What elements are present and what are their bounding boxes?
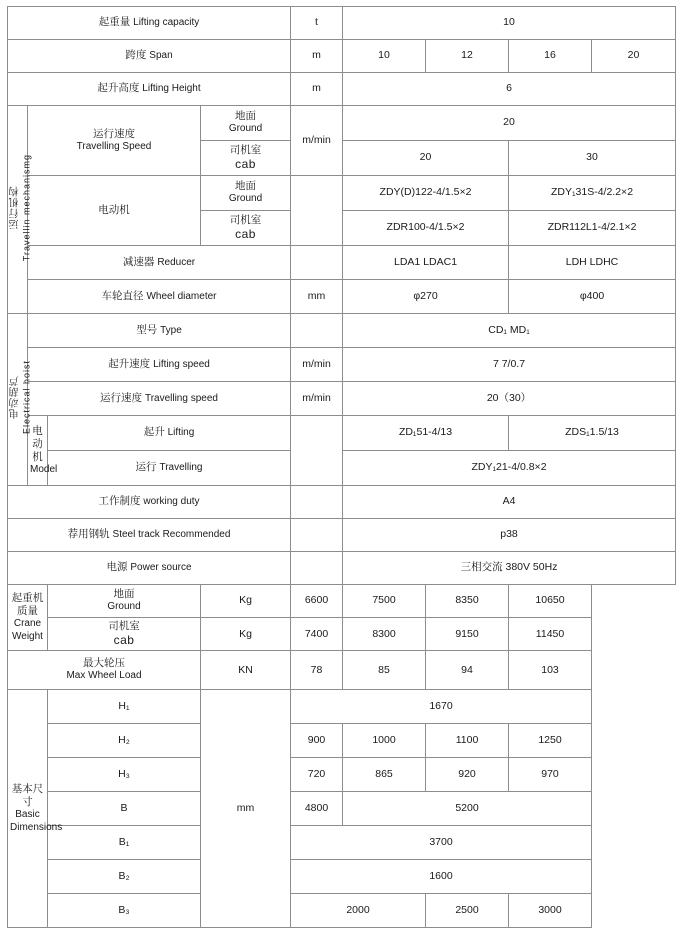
unit-cell <box>291 246 343 280</box>
row-label-span <box>8 40 291 73</box>
dimension-symbol: H₃ <box>48 758 201 792</box>
table-row <box>8 724 676 758</box>
label-en: Wheel diameter <box>146 290 217 302</box>
value-cell: 11450 <box>509 618 592 651</box>
value-cell: 20（30） <box>343 382 676 416</box>
table-row <box>8 314 676 348</box>
value-cell: ZDY₁21-4/0.8×2 <box>343 451 676 486</box>
label-en: Lifting capacity <box>133 17 200 29</box>
unit-cell: Kg <box>201 585 291 618</box>
value-cell: 5200 <box>343 792 592 826</box>
label-en: Travelling speed <box>144 392 218 404</box>
value-cell: 7 7/0.7 <box>343 348 676 382</box>
table-row <box>8 826 676 860</box>
sub-label-en: cab <box>113 633 135 648</box>
sub-label-cn: 起升 <box>143 426 165 439</box>
unit-cell: mm <box>201 690 291 928</box>
table-row <box>8 792 676 826</box>
unit-cell <box>291 486 343 519</box>
value-cell: 16 <box>509 40 592 73</box>
label-cn: 电动机 <box>98 203 130 216</box>
label-en: Crane Weight <box>12 618 43 642</box>
value-cell: 20 <box>592 40 676 73</box>
value-cell: LDA1 LDAC1 <box>343 246 509 280</box>
value-cell: ZDS₁1.5/13 <box>509 416 676 451</box>
table-row <box>8 486 676 519</box>
row-label-hoist-lifting-speed <box>28 348 291 382</box>
label-cn: 减速器 <box>122 255 155 268</box>
spec-sheet <box>0 6 682 917</box>
value-cell: 1000 <box>343 724 426 758</box>
row-label-power-source <box>8 552 291 585</box>
sub-label-en: Lifting <box>167 427 195 439</box>
label-cn: 跨度 <box>125 49 147 62</box>
unit-cell: m <box>291 40 343 73</box>
sub-label-cn: 司机室 <box>229 213 262 226</box>
label-cn: 最大轮压 <box>83 657 125 670</box>
label-en: Reducer <box>157 256 196 268</box>
sub-label-en: Ground <box>228 123 263 135</box>
sub-label-cab <box>48 618 201 651</box>
value-cell: 103 <box>509 651 592 690</box>
sub-label-ground <box>48 585 201 618</box>
value-cell: 12 <box>426 40 509 73</box>
sub-label-cn: 地面 <box>113 588 135 601</box>
value-cell: 30 <box>509 141 676 176</box>
label-en: Max Wheel Load <box>66 670 142 682</box>
sub-label-cn: 地面 <box>235 180 256 193</box>
sub-label-ground <box>201 106 291 141</box>
value-cell: p38 <box>343 519 676 552</box>
table-row <box>8 348 676 382</box>
value-cell: 94 <box>426 651 509 690</box>
label-cn: 电源 <box>106 561 128 574</box>
label-cn: 基本尺寸 <box>11 783 44 809</box>
unit-cell: m/min <box>291 382 343 416</box>
value-cell: 10 <box>343 7 676 40</box>
sub-label-en: cab <box>235 227 256 242</box>
sub-label-cn: 司机室 <box>229 143 262 156</box>
group-label-travelling-mechanism <box>8 106 32 314</box>
label-cn: 运行速度 <box>93 127 135 140</box>
value-cell: 8300 <box>343 618 426 651</box>
value-cell: 900 <box>291 724 343 758</box>
label-cn: 起升高度 <box>97 82 140 95</box>
value-cell: 6600 <box>291 585 343 618</box>
value-cell: φ270 <box>343 280 509 314</box>
value-cell: 9150 <box>426 618 509 651</box>
value-cell: ZDR100-4/1.5×2 <box>343 211 509 246</box>
table-row <box>8 382 676 416</box>
row-label-motor <box>28 176 201 246</box>
label-cn: 起重机质量 <box>11 591 44 618</box>
label-cn: 工作制度 <box>98 495 141 508</box>
unit-cell: m/min <box>291 106 343 176</box>
sub-label-cab <box>201 211 291 246</box>
row-label-lifting-height <box>8 73 291 106</box>
sub-label-ground <box>201 176 291 211</box>
sub-label-en: Ground <box>107 601 141 613</box>
sub-label-cn: 运行 <box>135 461 157 474</box>
unit-cell: t <box>291 7 343 40</box>
row-label-travelling-speed <box>28 106 201 176</box>
dimension-symbol: B₃ <box>48 894 201 928</box>
value-cell: 720 <box>291 758 343 792</box>
value-cell: 865 <box>343 758 426 792</box>
dimension-symbol: B₂ <box>48 860 201 894</box>
value-cell: 8350 <box>426 585 509 618</box>
label-cn: 起重量 <box>98 16 131 29</box>
row-label-reducer <box>28 246 291 280</box>
value-cell: 920 <box>426 758 509 792</box>
unit-cell: m <box>291 73 343 106</box>
row-label-max-wheel-load <box>8 651 201 690</box>
value-cell: 970 <box>509 758 592 792</box>
unit-cell <box>291 552 343 585</box>
row-label-steel-track <box>8 519 291 552</box>
group-label-en: Travellin mechanismg <box>21 153 32 262</box>
table-row <box>8 40 676 73</box>
crane-specification-table <box>7 6 676 928</box>
unit-cell: KN <box>201 651 291 690</box>
unit-cell <box>291 176 343 246</box>
value-cell: φ400 <box>509 280 676 314</box>
label-en: Lifting Height <box>142 83 201 95</box>
value-cell: 85 <box>343 651 426 690</box>
table-row <box>8 552 676 585</box>
dimension-symbol: H₂ <box>48 724 201 758</box>
value-cell: 2000 <box>291 894 426 928</box>
sub-label-en: Travelling <box>159 462 203 474</box>
label-en: Span <box>149 50 173 62</box>
table-row <box>8 106 676 141</box>
row-label-hoist-travelling-speed <box>28 382 291 416</box>
dimension-symbol: B <box>48 792 201 826</box>
label-cn: 电动机 <box>32 424 43 463</box>
row-label-crane-weight <box>8 585 48 651</box>
label-cn: 型号 <box>136 323 158 336</box>
group-label-cn: 电动葫芦 <box>10 375 21 420</box>
table-row <box>8 585 676 618</box>
row-label-wheel-diameter <box>28 280 291 314</box>
table-row <box>8 860 676 894</box>
unit-cell <box>291 519 343 552</box>
sub-label-travelling <box>48 451 291 486</box>
value-cell: LDH LDHC <box>509 246 676 280</box>
row-label-basic-dimensions <box>8 690 63 928</box>
label-en: Basic Dimensions <box>10 809 63 833</box>
group-label-cn: 运行机构 <box>10 185 21 230</box>
label-cn: 运行速度 <box>100 391 143 404</box>
value-cell: CD₁ MD₁ <box>343 314 676 348</box>
table-row <box>8 7 676 40</box>
value-cell: ZDR112L1-4/2.1×2 <box>509 211 676 246</box>
table-row <box>8 246 676 280</box>
table-row <box>8 280 676 314</box>
value-cell: ZD₁51-4/13 <box>343 416 509 451</box>
label-en: working duty <box>143 496 200 508</box>
table-row <box>8 758 676 792</box>
group-label-en: Electrical hoist <box>21 360 32 435</box>
dimension-symbol: B₁ <box>48 826 201 860</box>
value-cell: 3700 <box>291 826 592 860</box>
label-cn: 荐用钢轨 <box>67 528 110 541</box>
value-cell: ZDY(D)122-4/1.5×2 <box>343 176 509 211</box>
label-en: Steel track Recommended <box>112 529 231 541</box>
value-cell: 78 <box>291 651 343 690</box>
sub-label-en: Ground <box>228 193 263 205</box>
row-label-lifting-capacity <box>8 7 291 40</box>
table-row <box>8 690 676 724</box>
value-cell: 7400 <box>291 618 343 651</box>
table-row <box>8 618 676 651</box>
label-en: Power source <box>130 562 192 574</box>
label-en: Travelling Speed <box>76 140 152 152</box>
label-cn: 车轮直径 <box>101 289 144 302</box>
unit-cell: Kg <box>201 618 291 651</box>
value-cell: 1670 <box>291 690 592 724</box>
label-cn: 起升速度 <box>108 357 151 370</box>
label-en: Type <box>160 324 182 336</box>
unit-cell: mm <box>291 280 343 314</box>
value-cell: 1250 <box>509 724 592 758</box>
unit-cell: m/min <box>291 348 343 382</box>
table-row <box>8 894 676 928</box>
value-cell: 1600 <box>291 860 592 894</box>
table-row <box>8 73 676 106</box>
row-label-working-duty <box>8 486 291 519</box>
group-label-electrical-hoist <box>8 314 32 486</box>
value-cell: ZDY₁31S-4/2.2×2 <box>509 176 676 211</box>
sub-label-cn: 司机室 <box>108 620 140 632</box>
row-label-hoist-type <box>28 314 291 348</box>
sub-label-lifting <box>48 416 291 451</box>
unit-cell <box>291 416 343 486</box>
table-row <box>8 651 676 690</box>
label-en: Model <box>30 463 58 475</box>
sub-label-en: cab <box>235 157 256 172</box>
table-row <box>8 176 676 211</box>
value-cell: 20 <box>343 106 676 141</box>
value-cell: 10650 <box>509 585 592 618</box>
unit-cell <box>291 314 343 348</box>
label-en: Lifting speed <box>153 358 210 370</box>
value-cell: 7500 <box>343 585 426 618</box>
sub-label-cab <box>201 141 291 176</box>
value-cell: 4800 <box>291 792 343 826</box>
value-cell: 20 <box>343 141 509 176</box>
value-cell: 6 <box>343 73 676 106</box>
value-cell: 3000 <box>509 894 592 928</box>
value-cell: 1100 <box>426 724 509 758</box>
sub-label-cn: 地面 <box>235 110 256 123</box>
value-cell: A4 <box>343 486 676 519</box>
table-row <box>8 519 676 552</box>
table-row <box>8 416 676 451</box>
value-cell: 2500 <box>426 894 509 928</box>
value-cell: 三相交流 380V 50Hz <box>343 552 676 585</box>
value-cell: 10 <box>343 40 426 73</box>
dimension-symbol: H₁ <box>48 690 201 724</box>
